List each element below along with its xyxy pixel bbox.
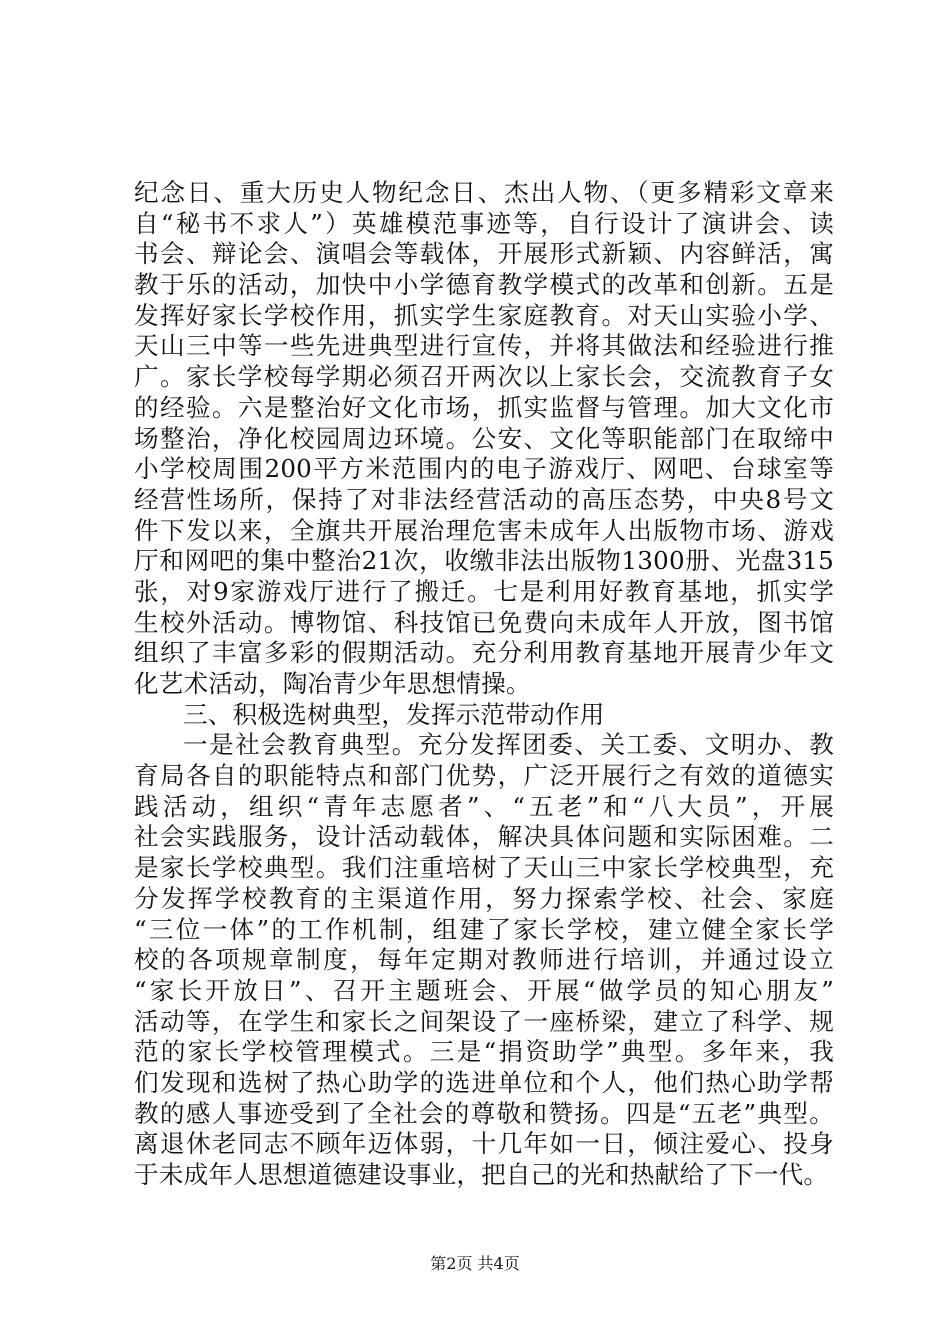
text-line: 们发现和选树了热心助学的选进单位和个人，他们热心助学帮 — [134, 1067, 834, 1097]
document-body — [134, 178, 834, 1191]
text-line: 经营性场所，保持了对非法经营活动的高压态势，中央8号文 — [134, 484, 834, 514]
text-line: 场整治，净化校园周边环境。公安、文化等职能部门在取缔中 — [134, 423, 834, 453]
text-line: 书会、辩论会、演唱会等载体，开展形式新颖、内容鲜活，寓 — [134, 239, 834, 269]
text-line: 于未成年人思想道德建设事业，把自己的光和热献给了下一代。 — [134, 1160, 829, 1189]
text-line: 化艺术活动，陶冶青少年思想情操。 — [134, 669, 531, 698]
text-line: 张，对9家游戏厅进行了搬迁。七是利用好教育基地，抓实学 — [134, 576, 834, 606]
page-number-footer: 第2页 共4页 — [430, 1254, 520, 1273]
text-line: 小学校周围200平方米范围内的电子游戏厅、网吧、台球室等 — [134, 454, 834, 484]
text-line: 活动等，在学生和家长之间架设了一座桥梁，建立了科学、规 — [134, 1006, 834, 1036]
text-line: 范的家长学校管理模式。三是“捐资助学”典型。多年来，我 — [134, 1037, 834, 1067]
section-heading: 三、积极选树典型，发挥示范带动作用 — [183, 699, 605, 729]
text-line: 纪念日、重大历史人物纪念日、杰出人物、（更多精彩文章来 — [134, 178, 834, 207]
text-line: 教的感人事迹受到了全社会的尊敬和赞扬。四是“五老”典型。 — [134, 1098, 834, 1128]
text-line: 发挥好家长学校作用，抓实学生家庭教育。对天山实验小学、 — [134, 300, 834, 330]
text-line: “家长开放日”、召开主题班会、开展“做学员的知心朋友” — [134, 975, 834, 1005]
text-line: 校的各项规章制度，每年定期对教师进行培训，并通过设立 — [134, 945, 834, 975]
text-line: 生校外活动。博物馆、科技馆已免费向未成年人开放，图书馆 — [134, 607, 834, 637]
text-line: 践活动，组织“青年志愿者”、“五老”和“八大员”，开展 — [134, 791, 834, 821]
text-line: 的经验。六是整治好文化市场，抓实监督与管理。加大文化市 — [134, 392, 834, 422]
text-line: 是家长学校典型。我们注重培树了天山三中家长学校典型，充 — [134, 853, 834, 883]
text-line: 教于乐的活动，加快中小学德育教学模式的改革和创新。五是 — [134, 270, 834, 300]
paragraph-first-line: 一是社会教育典型。充分发挥团委、关工委、文明办、教 — [183, 730, 834, 760]
text-line: 组织了丰富多彩的假期活动。充分利用教育基地开展青少年文 — [134, 638, 834, 668]
text-line: 分发挥学校教育的主渠道作用，努力探索学校、社会、家庭 — [134, 883, 834, 913]
text-line: 育局各自的职能特点和部门优势，广泛开展行之有效的道德实 — [134, 761, 834, 791]
text-line: 离退休老同志不顾年迈体弱，十几年如一日，倾注爱心、投身 — [134, 1129, 834, 1159]
text-line: 厅和网吧的集中整治21次，收缴非法出版物1300册、光盘315 — [134, 546, 834, 576]
text-line: 件下发以来，全旗共开展治理危害未成年人出版物市场、游戏 — [134, 515, 834, 545]
text-line: 广。家长学校每学期必须召开两次以上家长会，交流教育子女 — [134, 362, 834, 392]
text-line: 自“秘书不求人”）英雄模范事迹等，自行设计了演讲会、读 — [134, 208, 834, 238]
text-line: “三位一体”的工作机制，组建了家长学校，建立健全家长学 — [134, 914, 834, 944]
text-line: 天山三中等一些先进典型进行宣传，并将其做法和经验进行推 — [134, 331, 834, 361]
text-line: 社会实践服务，设计活动载体，解决具体问题和实际困难。二 — [134, 822, 834, 852]
